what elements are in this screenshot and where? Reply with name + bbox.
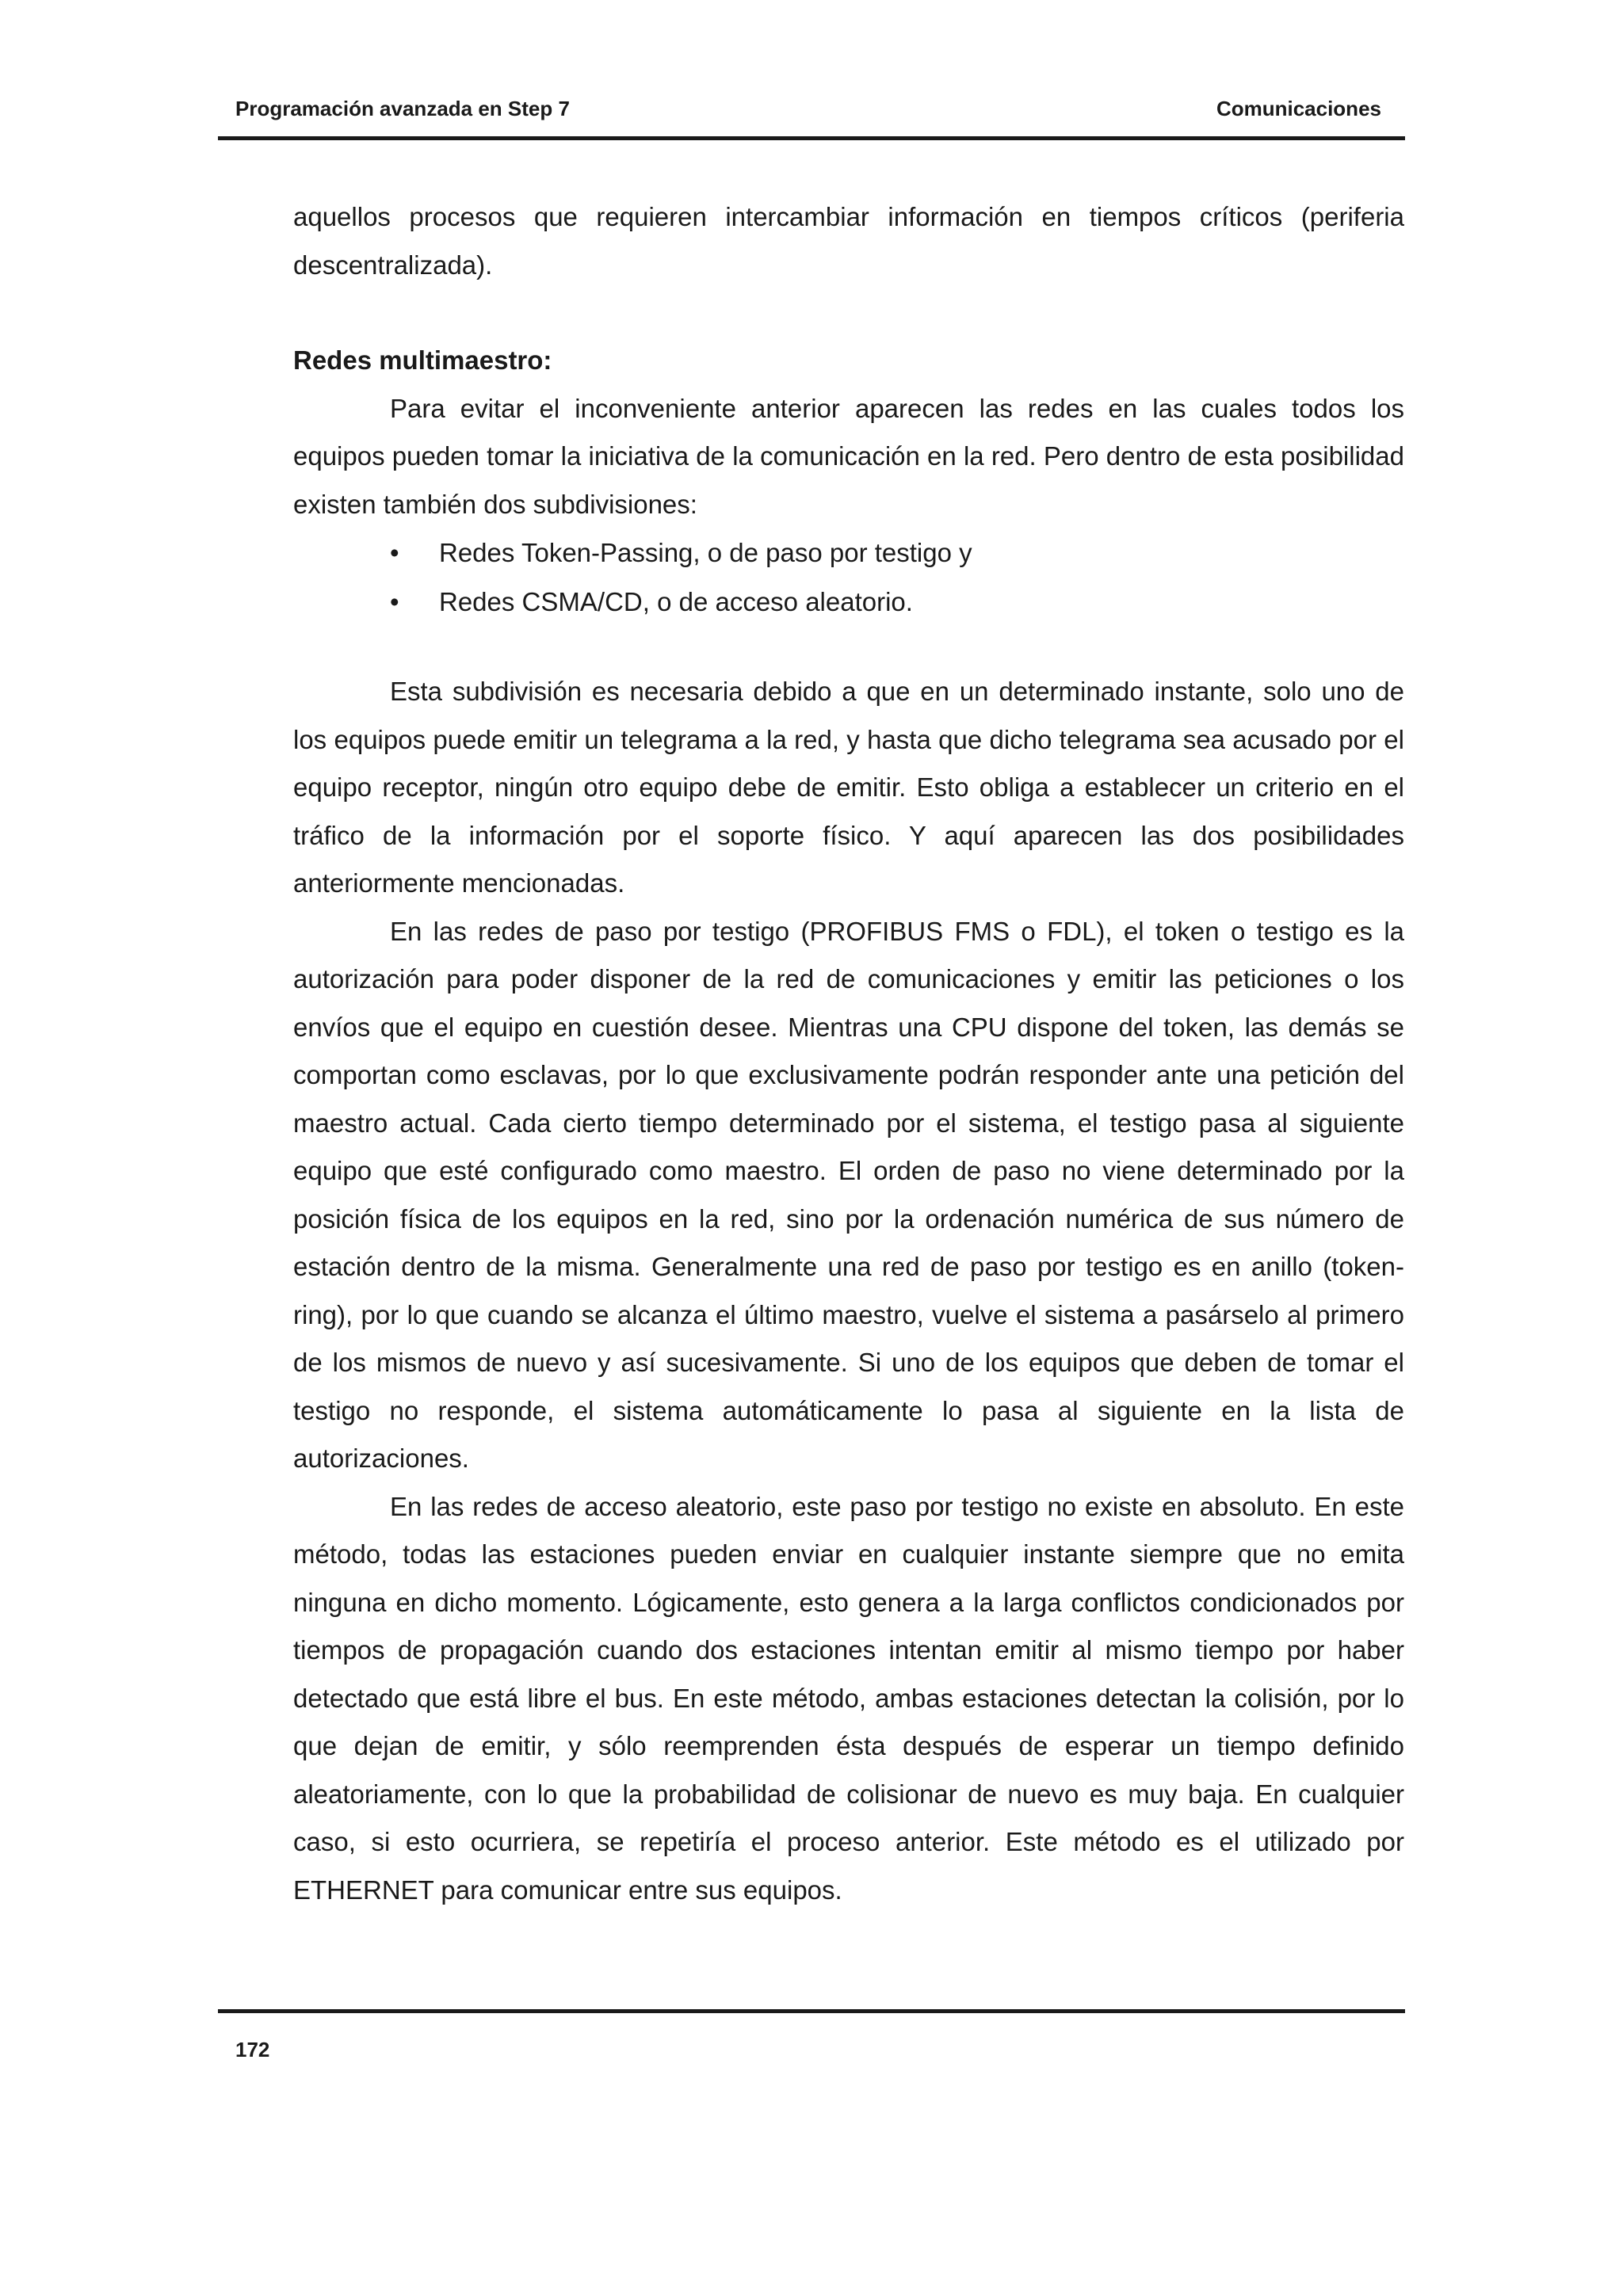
bullet-icon: • xyxy=(390,538,399,567)
page-header xyxy=(218,97,1405,128)
page-number: 172 xyxy=(235,2038,270,2061)
paragraph-1: Para evitar el inconveniente anterior aparecen las redes en las cuales todos los equipos pueden tomar la iniciativa de la comunicación en la red. Pero dentro de esta posibilidad existen también dos subdivisiones: xyxy=(293,393,1404,519)
header-rule xyxy=(218,136,1405,140)
list-item-text: Redes Token-Passing, o de paso por testigo y xyxy=(439,538,972,567)
list-item xyxy=(293,528,1404,578)
list-item-text: Redes CSMA/CD, o de acceso aleatorio. xyxy=(439,587,913,616)
paragraph-2: Esta subdivisión es necesaria debido a que en un determinado instante, solo uno de los equipos puede emitir un telegrama a la red, y hasta que dicho telegrama sea acusado por el equipo receptor, ningún otro equipo debe de emitir. Esto obliga a establecer un criterio en el tráfico de la información por el soporte físico. Y aquí aparecen las dos posibilidades anteriormente mencionadas. xyxy=(293,677,1404,898)
section-heading: Redes multimaestro: xyxy=(293,345,552,375)
header-chapter-title: Comunicaciones xyxy=(1216,97,1381,120)
header-book-title: Programación avanzada en Step 7 xyxy=(235,97,570,120)
list-item xyxy=(293,578,1404,627)
intro-paragraph: aquellos procesos que requieren intercambiar información en tiempos críticos (periferia descentralizada). xyxy=(293,202,1404,280)
paragraph-4: En las redes de acceso aleatorio, este paso por testigo no existe en absoluto. En este método, todas las estaciones pueden enviar en cualquier instante siempre que no emita ninguna en dicho momento. Lógicamente, esto genera a la larga conflictos condicionados por tiempos de propagación cuando dos estaciones intentan emitir al mismo tiempo por haber detectado que está libre el bus. En este método, ambas estaciones detectan la colisión, por lo que dejan de emitir, y sólo reemprenden ésta después de esperar un tiempo definido aleatoriamente, con lo que la probabilidad de colisionar de nuevo es muy baja. En cualquier caso, si esto ocurriera, se repetiría el proceso anterior. Este método es el utilizado por ETHERNET para comunicar entre sus equipos. xyxy=(293,1491,1404,1905)
bullet-icon: • xyxy=(390,587,399,616)
paragraph-3: En las redes de paso por testigo (PROFIBUS FMS o FDL), el token o testigo es la autorización para poder disponer de la red de comunicaciones y emitir las peticiones o los envíos que el equipo en cuestión desee. Mientras una CPU dispone del token, las demás se comportan como esclavas, por lo que exclusivamente podrán responder ante una petición del maestro actual. Cada cierto tiempo determinado por el sistema, el testigo pasa al siguiente equipo que esté configurado como maestro. El orden de paso no viene determinado por la posición física de los equipos en la red, sino por la ordenación numérica de sus número de estación dentro de la misma. Generalmente una red de paso por testigo es en anillo (token-ring), por lo que cuando se alcanza el último maestro, vuelve el sistema a pasárselo al primero de los mismos de nuevo y así sucesivamente. Si uno de los equipos que deben de tomar el testigo no responde, el sistema automáticamente lo pasa al siguiente en la lista de autorizaciones. xyxy=(293,916,1404,1473)
footer-rule xyxy=(218,2009,1405,2013)
bullet-list xyxy=(293,528,1404,627)
page-body xyxy=(293,193,1404,1914)
